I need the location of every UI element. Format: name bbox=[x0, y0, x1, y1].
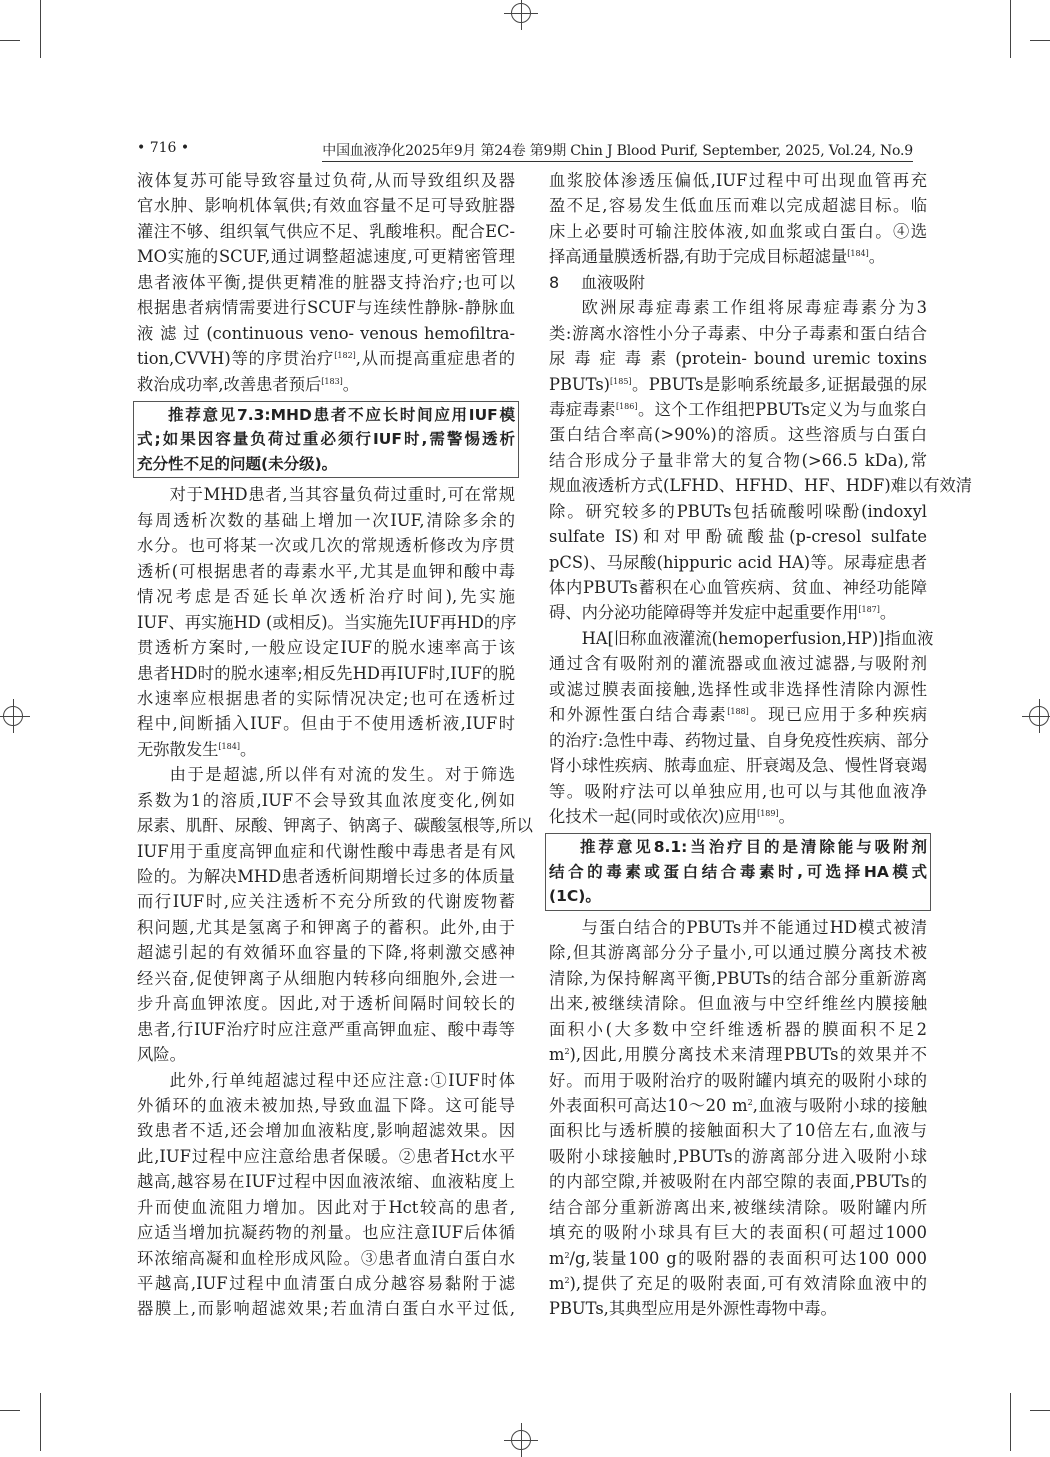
text-line: 或滤过膜表面接触,选择性或非选择性清除内源性 bbox=[549, 679, 927, 699]
text-line: 水分。也可将某一次或几次的常规透析修改为序贯 bbox=[137, 536, 515, 556]
journal-title: 中国血液净化2025年9月 第24卷 第9期 Chin J Blood Purif, September, 2025, Vol.24, No.9 bbox=[322, 140, 913, 162]
text-line bbox=[549, 1271, 927, 1296]
text-line: 结合形成分子量非常大的复合物(>66.5 kDa),常 bbox=[549, 450, 927, 470]
page-number: • 716 • bbox=[137, 140, 190, 156]
text-segment: 毒症毒素 bbox=[549, 399, 616, 419]
text-line: 越高,越容易在IUF过程中因血液浓缩、血液粘度上 bbox=[137, 1172, 515, 1192]
text-line: 蛋白结合率高(>90%)的溶质。这些溶质与白蛋白 bbox=[549, 425, 927, 445]
crop-mark bbox=[1010, 0, 1011, 58]
running-header bbox=[137, 140, 927, 162]
text-line: 患者HD时的脱水速率;相反先HD再IUF时,IUF的脱 bbox=[137, 663, 515, 683]
text-line: 外循环的血液未被加热,导致血温下降。这可能导 bbox=[137, 1095, 515, 1115]
paragraph bbox=[549, 915, 927, 1322]
text-line: 类:游离水溶性小分子毒素、中分子毒素和蛋白结合 bbox=[549, 323, 927, 343]
text-segment: 碍、内分泌功能障碍等并发症中起重要作用 bbox=[549, 603, 859, 623]
text-line: 经兴奋,促使钾离子从细胞内转移向细胞外,会进一 bbox=[137, 968, 515, 988]
text-line: 致患者不适,还会增加血液粘度,影响超滤效果。因 bbox=[137, 1121, 515, 1141]
paragraph bbox=[137, 168, 515, 397]
text-line: 积问题,尤其是氢离子和钾离子的蓄积。此外,由于 bbox=[137, 917, 515, 937]
text-line: 器膜上,而影响超滤效果;若血清白蛋白水平过低, bbox=[137, 1299, 515, 1319]
text-line: 结合的毒素或蛋白结合毒素时,可选择HA模式 bbox=[549, 862, 927, 881]
text-segment: 救治成功率,改善患者预后 bbox=[137, 374, 322, 394]
text-line: 应适当增加抗凝药物的剂量。也应注意IUF后体循 bbox=[137, 1223, 515, 1243]
text-line: 根据患者病情需要进行SCUF与连续性静脉-静脉血 bbox=[137, 298, 515, 318]
text-line: 与蛋白结合的PBUTs并不能通过HD模式被清 bbox=[581, 917, 927, 937]
section-title: 血液吸附 bbox=[581, 272, 646, 292]
text-line: 险的。为解决MHD患者透析间期增长过多的体质量 bbox=[137, 867, 515, 886]
section-number: 8 bbox=[549, 272, 560, 292]
text-line: pCS)、马尿酸(hippuric acid HA)等。尿毒症患者 bbox=[549, 552, 927, 572]
text-line: 尿素、肌酐、尿酸、钾离子、钠离子、碳酸氢根等,所以 bbox=[137, 816, 533, 836]
text-line: 血浆胶体渗透压偏低,IUF过程中可出现血管再充 bbox=[549, 171, 927, 190]
text-line: 盈不足,容易发生低血压而难以完成超滤目标。临 bbox=[549, 196, 927, 216]
paragraph bbox=[549, 626, 934, 830]
text-segment: ,从而提高重症患者的 bbox=[355, 349, 515, 369]
text-segment: m bbox=[549, 1248, 565, 1268]
text-line: PBUTs,其典型应用是外源性毒物中毒。 bbox=[549, 1299, 837, 1319]
text-segment: tion,CVVH)等的序贯治疗 bbox=[137, 349, 335, 369]
text-segment: 。 bbox=[879, 603, 897, 623]
citation-ref: [185] bbox=[610, 376, 632, 386]
text-line: 体内PBUTs蓄积在心血管疾病、贫血、神经功能障 bbox=[549, 578, 927, 597]
text-line bbox=[549, 372, 927, 397]
text-line: 的内部空隙,并被吸附在内部空隙的表面,PBUTs的 bbox=[549, 1172, 927, 1192]
citation-ref: [184] bbox=[847, 249, 869, 259]
superscript: 2 bbox=[564, 1250, 570, 1260]
paragraph bbox=[137, 482, 515, 762]
text-line: 风险。 bbox=[137, 1045, 186, 1065]
text-line: 式;如果因容量负荷过重必须行IUF时,需警惕透析 bbox=[137, 430, 515, 449]
text-line bbox=[549, 1246, 927, 1271]
crop-mark bbox=[40, 0, 41, 58]
crop-mark bbox=[1030, 40, 1050, 41]
text-line: 官水肿、影响机体氧供;有效血容量不足可导致脏器 bbox=[137, 196, 515, 216]
text-line: 面积比与透析膜的接触面积大了10倍左右,血液与 bbox=[549, 1121, 927, 1141]
right-column bbox=[549, 168, 973, 1322]
text-line bbox=[549, 600, 927, 625]
paragraph bbox=[137, 1068, 515, 1322]
text-line: 好。而用于吸附治疗的吸附罐内填充的吸附小球的 bbox=[549, 1070, 927, 1090]
text-line: 欧洲尿毒症毒素工作组将尿毒症毒素分为3 bbox=[581, 298, 927, 318]
superscript: 2 bbox=[747, 1097, 753, 1107]
text-line bbox=[549, 702, 927, 727]
text-segment: 择高通量膜透析器,有助于完成目标超滤量 bbox=[549, 247, 848, 267]
text-line: 推荐意见7.3:MHD患者不应长时间应用IUF模 bbox=[168, 405, 515, 424]
text-line bbox=[137, 737, 515, 762]
text-line: 平越高,IUF过程中血清蛋白成分越容易黏附于滤 bbox=[137, 1274, 515, 1293]
text-line: 充分性不足的问题(未分级)。 bbox=[137, 454, 338, 473]
text-line: 结合部分重新游离出来,被继续清除。吸附罐内所 bbox=[549, 1197, 927, 1217]
text-line: 液体复苏可能导致容量过负荷,从而导致组织及器 bbox=[137, 171, 515, 190]
text-segment: 。 bbox=[868, 247, 886, 267]
text-line: sulfate IS)和对甲酚硫酸盐(p-cresol sulfate bbox=[549, 527, 927, 547]
citation-ref: [184] bbox=[218, 741, 240, 751]
text-line bbox=[549, 244, 927, 269]
recommendation-box bbox=[545, 833, 931, 911]
text-segment: /g,装量100 g的吸附器的表面积可达100 000 bbox=[569, 1248, 927, 1268]
text-line: 对于MHD患者,当其容量负荷过重时,可在常规 bbox=[169, 485, 515, 505]
crop-mark bbox=[0, 40, 20, 41]
text-segment: 。PBUTs是影响系统最多,证据最强的尿 bbox=[631, 374, 927, 394]
text-line: 面积小(大多数中空纤维透析器的膜面积不足2 bbox=[549, 1019, 927, 1039]
text-line: 除,但其游离部分分子量小,可以通过膜分离技术被 bbox=[549, 943, 927, 963]
text-line: (1C)。 bbox=[549, 887, 601, 906]
text-line: 超滤引起的有效循环血容量的下降,将刺激交感神 bbox=[137, 943, 515, 963]
text-line: 透析(可根据患者的毒素水平,尤其是血钾和酸中毒 bbox=[137, 561, 515, 581]
text-line: 通过含有吸附剂的灌流器或血液过滤器,与吸附剂 bbox=[549, 654, 927, 674]
text-line bbox=[137, 346, 515, 371]
text-line: HA[旧称血液灌流(hemoperfusion,HP)]指血液 bbox=[581, 628, 934, 648]
text-line: 清除,为保持解离平衡,PBUTs的结合部分重新游离 bbox=[549, 968, 927, 988]
citation-ref: [183] bbox=[321, 376, 343, 386]
text-segment: 和外源性蛋白结合毒素 bbox=[549, 705, 728, 725]
text-line: 灌注不够、组织氧气供应不足、乳酸堆积。配合EC- bbox=[137, 221, 515, 241]
text-line: 环浓缩高凝和血栓形成风险。③患者血清白蛋白水 bbox=[137, 1248, 515, 1268]
text-segment: ,血液与吸附小球的接触 bbox=[752, 1095, 927, 1115]
text-line: 情况考虑是否延长单次透析治疗时间),先实施 bbox=[137, 587, 515, 607]
text-segment: m bbox=[549, 1045, 565, 1065]
text-line: 患者,行IUF治疗时应注意严重高钾血症、酸中毒等 bbox=[137, 1019, 515, 1039]
recommendation-box bbox=[133, 401, 519, 479]
text-segment: 无弥散发生 bbox=[137, 739, 219, 759]
crop-mark bbox=[40, 1393, 41, 1451]
paragraph bbox=[549, 295, 973, 626]
registration-mark-top bbox=[511, 3, 531, 23]
crop-mark bbox=[0, 1410, 20, 1411]
text-line bbox=[549, 1093, 927, 1118]
text-line: 除。研究较多的PBUTs包括硫酸吲哚酚(indoxyl bbox=[549, 501, 927, 521]
section-heading bbox=[549, 270, 927, 295]
text-line bbox=[549, 397, 927, 422]
paragraph bbox=[137, 762, 533, 1067]
registration-mark-left bbox=[3, 706, 23, 726]
text-line: 床上必要时可输注胶体液,如血浆或白蛋白。④选 bbox=[549, 221, 927, 241]
text-segment: 。这个工作组把PBUTs定义为与血浆白 bbox=[637, 399, 927, 419]
citation-ref: [188] bbox=[727, 707, 749, 717]
crop-mark bbox=[1010, 1393, 1011, 1451]
text-segment: 。 bbox=[342, 374, 360, 394]
text-line: 吸附小球接触时,PBUTs的游离部分进入吸附小球 bbox=[549, 1146, 927, 1166]
text-line bbox=[137, 372, 515, 397]
text-line: 步升高血钾浓度。因此,对于透析间隔时间较长的 bbox=[137, 994, 515, 1014]
registration-mark-bottom bbox=[511, 1430, 531, 1450]
text-line: 系数为1的溶质,IUF不会导致其血浓度变化,例如 bbox=[137, 790, 515, 810]
text-line: 患者液体平衡,提供更精准的脏器支持治疗;也可以 bbox=[137, 272, 515, 292]
citation-ref: [189] bbox=[757, 808, 779, 818]
text-line: IUF、再实施HD (或相反)。当实施先IUF再HD的序 bbox=[137, 612, 517, 632]
text-line: 此外,行单纯超滤过程中还应注意:①IUF时体 bbox=[169, 1070, 515, 1090]
text-line bbox=[549, 1042, 927, 1067]
citation-ref: [187] bbox=[858, 605, 880, 615]
registration-mark-right bbox=[1029, 706, 1049, 726]
text-line bbox=[549, 804, 927, 829]
text-line: 尿 毒 症 毒 素 (protein- bound uremic toxins bbox=[549, 349, 927, 369]
superscript: 2 bbox=[564, 1276, 570, 1285]
text-segment: PBUTs) bbox=[549, 374, 611, 394]
text-segment: 。 bbox=[239, 739, 257, 759]
left-column bbox=[137, 168, 533, 1322]
text-line: 贯透析方案时,一般应设定IUF的脱水速率高于该 bbox=[137, 638, 515, 658]
text-segment: 。现已应用于多种疾病 bbox=[748, 705, 927, 725]
text-line: IUF用于重度高钾血症和代谢性酸中毒患者是有风 bbox=[137, 841, 515, 861]
text-segment: ),提供了充足的吸附表面,可有效清除血液中的 bbox=[569, 1274, 927, 1293]
text-line: 由于是超滤,所以伴有对流的发生。对于筛选 bbox=[169, 765, 515, 785]
text-line: 推荐意见8.1:当治疗目的是清除能与吸附剂 bbox=[580, 838, 927, 857]
text-line: 出来,被继续清除。但血液与中空纤维丝内膜接触 bbox=[549, 994, 927, 1014]
text-line: 水速率应根据患者的实际情况决定;也可在透析过 bbox=[137, 688, 515, 708]
superscript: 2 bbox=[564, 1047, 570, 1057]
text-line: MO实施的SCUF,通过调整超滤速度,可更精密管理 bbox=[137, 247, 515, 267]
text-line: 规血液透析方式(LFHD、HFHD、HF、HDF)难以有效清 bbox=[549, 476, 973, 496]
text-segment: ),因此,用膜分离技术来清理PBUTs的效果并不 bbox=[569, 1045, 927, 1065]
text-segment: 化技术一起(同时或依次)应用 bbox=[549, 806, 758, 826]
text-segment: m bbox=[549, 1274, 565, 1293]
text-line: 填充的吸附小球具有巨大的表面积(可超过1000 bbox=[549, 1223, 927, 1243]
text-line: 而行IUF时,应关注透析不充分所致的代谢废物蓄 bbox=[137, 892, 515, 912]
text-line: 升而使血流阻力增加。因此对于Hct较高的患者, bbox=[137, 1197, 515, 1217]
paragraph bbox=[549, 168, 927, 270]
text-line: 程中,间断插入IUF。但由于不使用透析液,IUF时 bbox=[137, 714, 515, 734]
text-line: 液 滤 过 (continuous veno- venous hemofiltra- bbox=[137, 323, 515, 343]
text-line: 肾小球性疾病、脓毒血症、肝衰竭及急、慢性肾衰竭 bbox=[549, 756, 927, 776]
text-line: 的治疗:急性中毒、药物过量、自身免疫性疾病、部分 bbox=[549, 730, 929, 750]
text-segment: 外表面积可高达10～20 m bbox=[549, 1095, 748, 1115]
crop-mark bbox=[1030, 1410, 1050, 1411]
text-line: 等。吸附疗法可以单独应用,也可以与其他血液净 bbox=[549, 781, 927, 801]
citation-ref: [182] bbox=[334, 351, 356, 361]
text-segment: 。 bbox=[778, 806, 795, 826]
citation-ref: [186] bbox=[615, 401, 638, 411]
text-line: 每周透析次数的基础上增加一次IUF,清除多余的 bbox=[137, 510, 515, 530]
text-line: 此,IUF过程中应注意给患者保暖。②患者Hct水平 bbox=[137, 1146, 515, 1166]
